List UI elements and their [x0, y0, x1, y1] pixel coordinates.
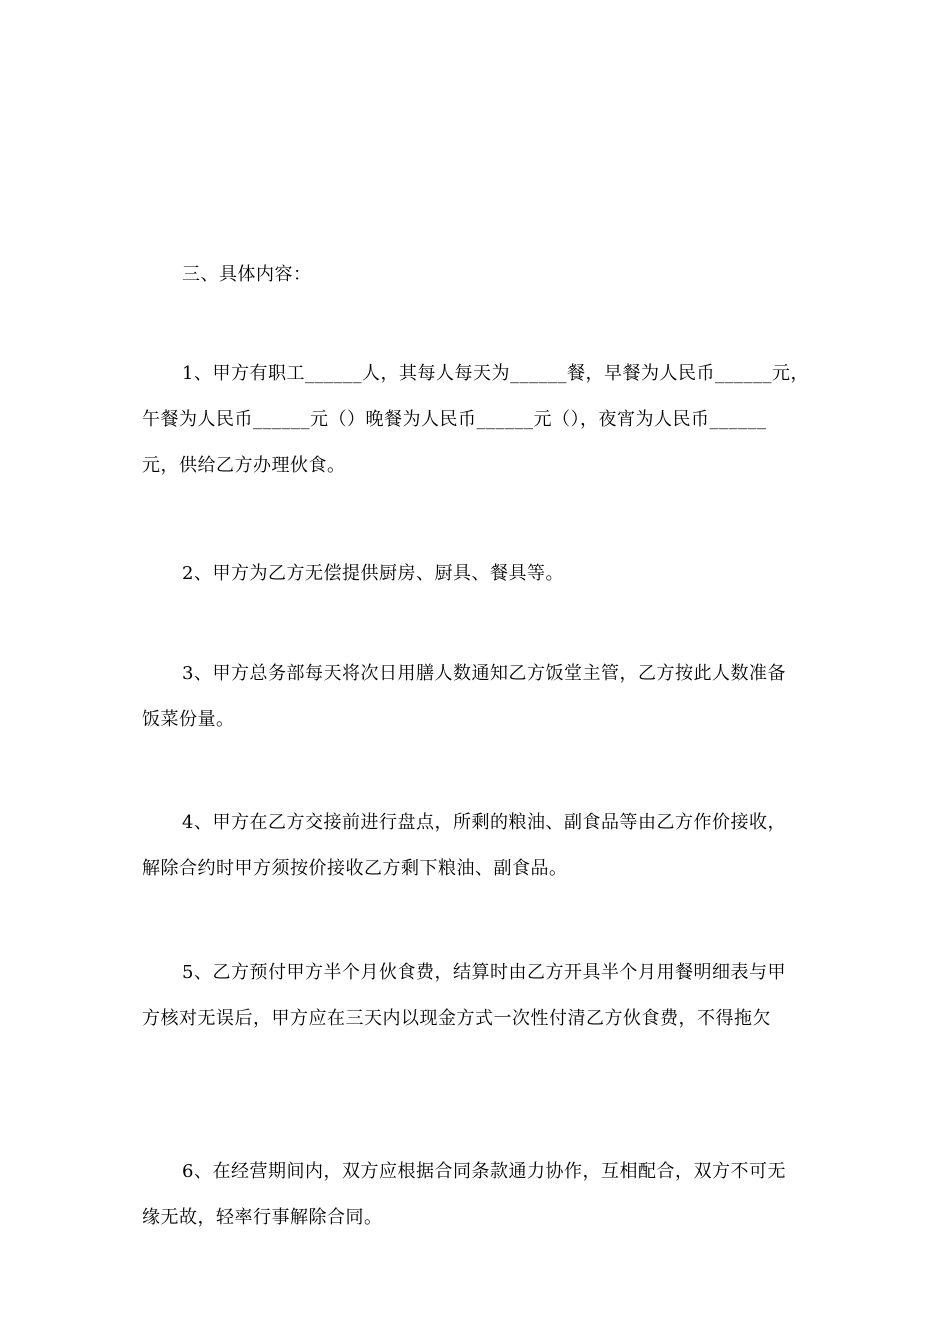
clause-line: 午餐为人民币______元（）晚餐为人民币______元（），夜宵为人民币______ [142, 409, 767, 430]
clause-2 [142, 551, 822, 597]
clause-6 [142, 1149, 822, 1241]
clause-line: 缘无故，轻率行事解除合同。 [142, 1207, 383, 1228]
clause-line: 6、在经营期间内，双方应根据合同条款通力协作，互相配合，双方不可无 [182, 1161, 786, 1182]
clause-1 [142, 351, 822, 489]
clause-line: 饭菜份量。 [142, 709, 235, 730]
clause-line: 解除合约时甲方须按价接收乙方剩下粮油、副食品。 [142, 858, 568, 879]
clause-4 [142, 800, 822, 892]
clause-3 [142, 651, 822, 743]
section-heading-text: 三、具体内容： [182, 264, 312, 285]
clause-line: 1、甲方有职工______人，其每人每天为______餐，早餐为人民币______元， [182, 363, 809, 384]
clause-line: 元，供给乙方办理伙食。 [142, 455, 346, 476]
clause-line: 5、乙方预付甲方半个月伙食费，结算时由乙方开具半个月用餐明细表与甲 [182, 962, 786, 983]
clause-line: 4、甲方在乙方交接前进行盘点，所剩的粮油、副食品等由乙方作价接收， [182, 812, 786, 833]
clause-line: 3、甲方总务部每天将次日用膳人数通知乙方饭堂主管，乙方按此人数准备 [182, 663, 786, 684]
section-heading [142, 252, 822, 298]
clause-5 [142, 950, 822, 1042]
clause-line: 2、甲方为乙方无偿提供厨房、厨具、餐具等。 [182, 563, 564, 584]
clause-line: 方核对无误后，甲方应在三天内以现金方式一次性付清乙方伙食费，不得拖欠 [142, 1008, 771, 1029]
